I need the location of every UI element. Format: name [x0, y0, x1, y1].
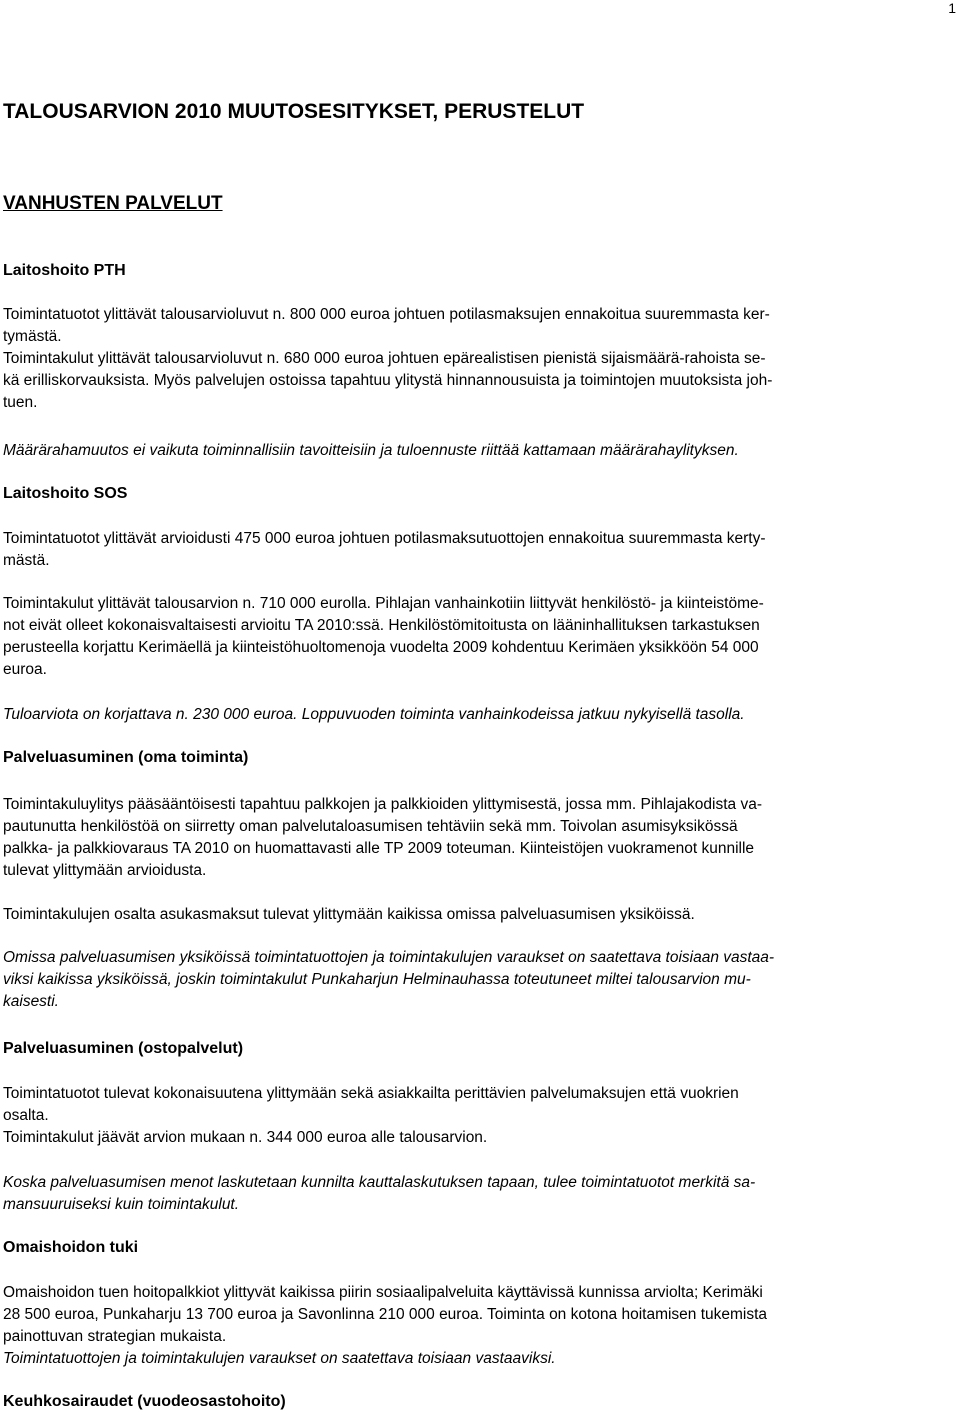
text-line: euroa.	[3, 661, 47, 678]
text-line: perusteella korjattu Kerimäellä ja kiinteistöhuoltomenoja vuodelta 2009 kohdentuu Kerimäen yksikköön 54 000	[3, 639, 759, 656]
text-line: mästä.	[3, 552, 50, 569]
text-line: kaisesti.	[3, 993, 59, 1010]
paragraph-oma-note	[3, 947, 955, 1013]
section-heading: VANHUSTEN PALVELUT	[3, 193, 223, 214]
text-line: kä erilliskorvauksista. Myös palvelujen ostoissa tapahtuu ylitystä hinnannousuista ja toimintojen muutoksista joh-	[3, 372, 773, 389]
text-line: viksi kaikissa yksiköissä, joskin toimintakulut Punkaharjun Helminauhassa toteutuneet miltei talousarvion mu-	[3, 971, 751, 988]
heading-laitoshoito-pth: Laitoshoito PTH	[3, 262, 126, 279]
paragraph-omaishoito	[3, 1282, 955, 1348]
paragraph-omaishoito-note: Toimintatuottojen ja toimintakulujen varaukset on saatettava toisiaan vastaaviksi.	[3, 1350, 556, 1367]
text-line: mansuuruiseksi kuin toimintakulut.	[3, 1196, 240, 1213]
paragraph-oma-fees: Toimintakulujen osalta asukasmaksut tulevat ylittymään kaikissa omissa palveluasumisen yksiköissä.	[3, 906, 695, 923]
text-line: Toimintakulut jäävät arvion mukaan n. 344 000 euroa alle talousarvion.	[3, 1129, 488, 1146]
text-line: pautunutta henkilöstöä on siirretty oman palvelutaloasumisen tehtäviin sekä mm. Toivolan asumisyksikössä	[3, 818, 738, 835]
text-line: Omissa palveluasumisen yksiköissä toimintatuottojen ja toimintakulujen varaukset on saatettava toisiaan vastaa-	[3, 949, 775, 966]
heading-palveluasuminen-osto: Palveluasuminen (ostopalvelut)	[3, 1040, 244, 1057]
text-line: Toimintakulut ylittävät talousarvion n. 710 000 eurolla. Pihlajan vanhainkotiin liittyvät henkilöstö- ja kiinteistöme-	[3, 595, 764, 612]
heading-palveluasuminen-oma: Palveluasuminen (oma toiminta)	[3, 749, 249, 766]
paragraph-sos-note: Tuloarviota on korjattava n. 230 000 euroa. Loppuvuoden toiminta vanhainkodeissa jatkuu nykyisellä tasolla.	[3, 706, 745, 723]
text-line: Omaishoidon tuen hoitopalkkiot ylittyvät kaikissa piirin sosiaalipalveluita käyttävissä kunnissa arviolta; Kerimäki	[3, 1284, 763, 1301]
paragraph-osto-costs	[3, 1083, 955, 1149]
paragraph-osto-note	[3, 1172, 955, 1216]
text-line: tymästä.	[3, 328, 62, 345]
text-line: painottuvan strategian mukaista.	[3, 1328, 227, 1345]
text-line: Toimintatuotot tulevat kokonaisuutena ylittymään sekä asiakkailta perittävien palvelumaksujen että vuokrien	[3, 1085, 739, 1102]
text-line: tulevat ylittymään arvioidusta.	[3, 862, 207, 879]
page-number: 1	[948, 0, 956, 16]
text-line: Koska palveluasumisen menot laskutetaan kunnilta kauttalaskutuksen tapaan, tulee toimintatuotot merkitä sa-	[3, 1174, 756, 1191]
text-line: Toimintatuotot ylittävät arvioidusti 475 000 euroa johtuen potilasmaksutuottojen ennakoitua suuremmasta kerty-	[3, 530, 766, 547]
text-line: 28 500 euroa, Punkaharju 13 700 euroa ja Savonlinna 210 000 euroa. Toiminta on kotona hoitamisen tukemista	[3, 1306, 768, 1323]
text-line: tuen.	[3, 394, 38, 411]
heading-keuhkosairaudet: Keuhkosairaudet (vuodeosastohoito)	[3, 1393, 286, 1410]
paragraph-pth-costs	[3, 304, 955, 414]
paragraph-sos-costs	[3, 593, 955, 681]
text-line: Toimintatuotot ylittävät talousarvioluvut n. 800 000 euroa johtuen potilasmaksujen ennakoitua suuremmasta ker-	[3, 306, 770, 323]
paragraph-oma-costs	[3, 794, 955, 882]
text-line: palkka- ja palkkiovaraus TA 2010 on huomattavasti alle TP 2009 toteuman. Kiinteistöjen vuokramenot kunnille	[3, 840, 755, 857]
heading-laitoshoito-sos: Laitoshoito SOS	[3, 485, 128, 502]
paragraph-pth-note: Määrärahamuutos ei vaikuta toiminnallisiin tavoitteisiin ja tuloennuste riittää kattamaan määrärahaylityksen.	[3, 442, 739, 459]
text-line: Toimintakulut ylittävät talousarvioluvut n. 680 000 euroa johtuen epärealistisen pienistä sijaismäärä-rahoista se-	[3, 350, 766, 367]
text-line: Toimintakuluylitys pääsääntöisesti tapahtuu palkkojen ja palkkioiden ylittymisestä, jossa mm. Pihlajakodista va-	[3, 796, 763, 813]
text-line: not eivät olleet kokonaisvaltaisesti arvioitu TA 2010:ssä. Henkilöstömitoitusta on lääninhallituksen tarkastuksen	[3, 617, 760, 634]
heading-omaishoidon-tuki: Omaishoidon tuki	[3, 1239, 139, 1256]
paragraph-sos-income	[3, 528, 955, 572]
document-title: TALOUSARVION 2010 MUUTOSESITYKSET, PERUSTELUT	[3, 100, 585, 123]
text-line: osalta.	[3, 1107, 49, 1124]
